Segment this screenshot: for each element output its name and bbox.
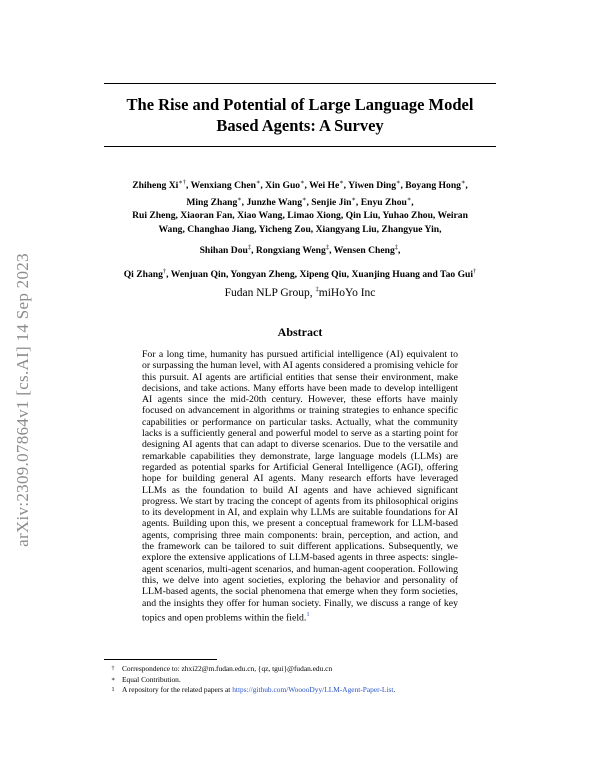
repository-link[interactable]: https://github.com/WooooDyy/LLM-Agent-Paper-List xyxy=(232,685,394,694)
author-affiliation-mark: ∗ xyxy=(406,195,412,203)
footnote-equal-contribution xyxy=(104,675,504,686)
author-name: Senjie Jin xyxy=(311,196,352,208)
author-name: Enyu Zhou xyxy=(360,196,407,208)
author-name: Ming Zhang xyxy=(186,196,238,208)
author-affiliation-mark: ∗† xyxy=(178,179,186,186)
footnote-mark: 1 xyxy=(111,687,115,693)
footnote-mark: ∗ xyxy=(110,676,116,683)
author-line-2: Ming Zhang∗, Junzhe Wang∗, Senjie Jin∗, Enyu Zhou∗, xyxy=(186,195,414,208)
footnote-mark: † xyxy=(111,666,115,672)
author-name: Wenjuan Qin xyxy=(170,269,226,281)
author-affiliation-mark: ∗ xyxy=(460,179,466,186)
abstract-footnote-mark[interactable]: 1 xyxy=(306,610,310,618)
author-name: Yongyan Zheng xyxy=(230,269,295,281)
author-name: Rongxiang Weng xyxy=(255,245,326,257)
author-affiliation-mark: ∗ xyxy=(302,195,307,203)
author-group-4: Qi Zhang†, Wenjuan Qin, Yongyan Zheng, Xipeng Qiu, Xuanjing Huang and Tao Gui† xyxy=(123,268,477,281)
abstract-text: For a long time, humanity has pursued artificial intelligence (AI) equivalent to or surpassing the human level, with AI agents considered a promising vehicle for this pursuit. AI agents are artificial entities that sense their environment, make decisions, and take actions. Many efforts have been made to develop intelligent AI agents since the mid-20th century. However, these efforts have mainly focused on advancement in algorithms or training strategies to enhance specific capabilities or performance on particular tasks. Actually, what the community lacks is a sufficiently general and powerful model to serve as a starting point for designing AI agents that can adapt to diverse scenarios. Due to the versatile and remarkable capabilities they demonstrate, large language models (LLMs) are regarded as potential sparks for Artificial General Intelligence (AGI), offering hope for building general AI agents. Many research efforts have leveraged LLMs as the foundation to build AI agents and have achieved significant progress. We start by tracing the concept of agents from its philosophical origins to its development in AI, and explain why LLMs are suitable foundations for AI agents. Building upon this, we present a conceptual framework for LLM-based agents, comprising three main components: brain, perception, and action, and the framework can be tailored to suit different applications. Subsequently, we explore the extensive applications of LLM-based agents in three aspects: single-agent scenarios, multi-agent scenarios, and human-agent cooperation. Following this, we delve into agent societies, exploring the behavior and personality of LLM-based agents, the social phenomena that emerge when they form societies, and the insights they offer for human society. Finally, we discuss a range of key topics and open problems within the field. xyxy=(142,349,458,624)
author-affiliation-mark: ∗ xyxy=(255,179,261,186)
abstract-title: Abstract xyxy=(277,325,323,339)
affiliation-mark: ‡ xyxy=(315,286,319,293)
author-name: Xipeng Qiu xyxy=(299,269,347,281)
author-affiliation-mark: ∗ xyxy=(339,179,344,186)
title-top-rule xyxy=(104,83,496,84)
footnote-rule xyxy=(104,659,217,660)
author-name: Wei He xyxy=(309,180,340,192)
author-name: Yiwen Ding xyxy=(348,180,397,192)
author-affiliation-mark: ∗ xyxy=(351,195,356,203)
author-group-1 xyxy=(120,176,480,209)
author-affiliation-mark: ∗ xyxy=(237,195,242,203)
author-affiliation-mark: ‡ xyxy=(247,244,252,251)
footnotes xyxy=(104,664,504,696)
author-affiliation-mark: † xyxy=(162,268,167,275)
author-name: Wensen Cheng xyxy=(333,245,395,257)
author-name: Wenxiang Chen xyxy=(190,180,256,192)
author-name: Zhiheng Xi xyxy=(132,180,179,192)
author-name: Shihan Dou xyxy=(199,245,248,257)
author-affiliation-mark: ‡ xyxy=(325,244,330,251)
author-group-3: Shihan Dou‡, Rongxiang Weng‡, Wensen Cheng‡, xyxy=(199,244,401,257)
footnote-correspondence xyxy=(104,664,504,675)
paper-title xyxy=(104,94,496,136)
author-name: Qi Zhang xyxy=(123,269,163,281)
author-line-1: Zhiheng Xi∗†, Wenxiang Chen∗, Xin Guo∗, Wei He∗, Yiwen Ding∗, Boyang Hong∗, xyxy=(132,179,468,192)
author-name: Boyang Hong xyxy=(405,180,461,192)
abstract-body xyxy=(142,349,458,623)
author-name: Xin Guo xyxy=(265,180,301,192)
author-name: Junzhe Wang xyxy=(246,196,303,208)
author-affiliation-mark: † xyxy=(473,268,477,275)
title-line-2: Based Agents: A Survey xyxy=(216,116,384,135)
title-bottom-rule xyxy=(104,146,496,147)
author-affiliation-mark: ‡ xyxy=(394,244,398,251)
footnote-text: A repository for the related papers at xyxy=(122,685,233,694)
footnote-repository xyxy=(104,685,504,696)
author-affiliation-mark: ∗ xyxy=(396,179,401,186)
footnote-text: Correspondence to: zhxi22@m.fudan.edu.cn, {qz, tgui}@fudan.edu.cn xyxy=(122,664,333,673)
author-group-2: Rui Zheng, Xiaoran Fan, Xiao Wang, Limao Xiong, Qin Liu, Yuhao Zhou, Weiran Wang, Changhao Jiang, Yicheng Zou, Xiangyang Liu, Zhangyue Yin, xyxy=(132,210,468,235)
footnote-end: . xyxy=(393,685,396,694)
author-name: Xuanjing Huang and Tao Gui xyxy=(351,269,474,281)
affiliation-main: Fudan NLP Group, xyxy=(224,286,316,299)
arxiv-identifier xyxy=(8,210,38,590)
title-line-1: The Rise and Potential of Large Language Model xyxy=(126,95,474,114)
arxiv-id-text: arXiv:2309.07864v1 [cs.AI] 14 Sep 2023 xyxy=(13,253,32,547)
affiliation xyxy=(120,286,480,299)
author-affiliation-mark: ∗ xyxy=(300,179,305,186)
footnote-text: Equal Contribution. xyxy=(122,674,181,684)
affiliation-second: miHoYo Inc xyxy=(318,286,376,299)
